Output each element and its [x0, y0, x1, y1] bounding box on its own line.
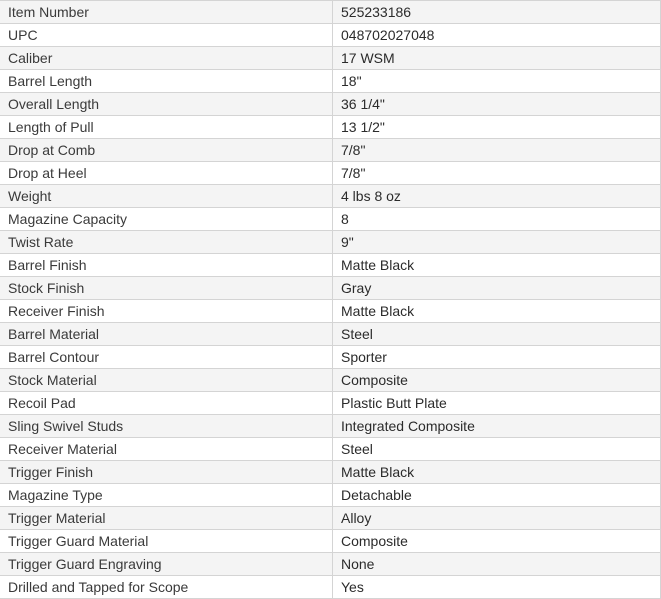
spec-value: 7/8" [333, 139, 661, 162]
spec-value: 17 WSM [333, 47, 661, 70]
spec-row [0, 369, 661, 392]
spec-row [0, 300, 661, 323]
spec-label: Trigger Material [0, 507, 333, 530]
spec-label: Barrel Length [0, 70, 333, 93]
spec-row [0, 162, 661, 185]
spec-value: 048702027048 [333, 24, 661, 47]
spec-label: Caliber [0, 47, 333, 70]
spec-value: 4 lbs 8 oz [333, 185, 661, 208]
spec-label: Recoil Pad [0, 392, 333, 415]
spec-label: Receiver Material [0, 438, 333, 461]
spec-row [0, 208, 661, 231]
spec-row [0, 47, 661, 70]
spec-value: 9" [333, 231, 661, 254]
spec-row [0, 461, 661, 484]
spec-label: Barrel Contour [0, 346, 333, 369]
spec-label: Drop at Comb [0, 139, 333, 162]
spec-value: Matte Black [333, 461, 661, 484]
spec-label: Drop at Heel [0, 162, 333, 185]
spec-label: Weight [0, 185, 333, 208]
spec-value: Composite [333, 369, 661, 392]
spec-label: Overall Length [0, 93, 333, 116]
spec-value: None [333, 553, 661, 576]
spec-row [0, 24, 661, 47]
spec-value: Yes [333, 576, 661, 599]
spec-value: Sporter [333, 346, 661, 369]
spec-row [0, 530, 661, 553]
spec-value: Matte Black [333, 300, 661, 323]
spec-label: Twist Rate [0, 231, 333, 254]
spec-label: Magazine Capacity [0, 208, 333, 231]
spec-label: Trigger Finish [0, 461, 333, 484]
spec-value: 13 1/2" [333, 116, 661, 139]
spec-value: Plastic Butt Plate [333, 392, 661, 415]
spec-value: Composite [333, 530, 661, 553]
spec-row [0, 346, 661, 369]
spec-row [0, 438, 661, 461]
spec-label: Barrel Finish [0, 254, 333, 277]
spec-label: Item Number [0, 1, 333, 24]
spec-row [0, 392, 661, 415]
spec-label: Trigger Guard Material [0, 530, 333, 553]
spec-row [0, 70, 661, 93]
spec-row [0, 553, 661, 576]
spec-row [0, 507, 661, 530]
spec-row [0, 1, 661, 24]
spec-value: 525233186 [333, 1, 661, 24]
spec-row [0, 415, 661, 438]
spec-row [0, 323, 661, 346]
specifications-table-body [0, 1, 661, 599]
spec-value: Integrated Composite [333, 415, 661, 438]
spec-row [0, 139, 661, 162]
spec-value: Gray [333, 277, 661, 300]
spec-row [0, 277, 661, 300]
spec-value: 8 [333, 208, 661, 231]
spec-value: 36 1/4" [333, 93, 661, 116]
spec-row [0, 231, 661, 254]
spec-row [0, 116, 661, 139]
spec-label: Stock Material [0, 369, 333, 392]
spec-value: Steel [333, 438, 661, 461]
spec-value: Alloy [333, 507, 661, 530]
spec-value: Matte Black [333, 254, 661, 277]
spec-value: Steel [333, 323, 661, 346]
spec-row [0, 254, 661, 277]
spec-label: Magazine Type [0, 484, 333, 507]
spec-row [0, 185, 661, 208]
spec-row [0, 93, 661, 116]
spec-row [0, 576, 661, 599]
spec-value: Detachable [333, 484, 661, 507]
spec-label: Length of Pull [0, 116, 333, 139]
spec-label: Trigger Guard Engraving [0, 553, 333, 576]
spec-value: 7/8" [333, 162, 661, 185]
spec-label: Sling Swivel Studs [0, 415, 333, 438]
spec-label: Barrel Material [0, 323, 333, 346]
spec-label: Receiver Finish [0, 300, 333, 323]
spec-label: Stock Finish [0, 277, 333, 300]
spec-value: 18" [333, 70, 661, 93]
spec-label: Drilled and Tapped for Scope [0, 576, 333, 599]
spec-row [0, 484, 661, 507]
spec-label: UPC [0, 24, 333, 47]
